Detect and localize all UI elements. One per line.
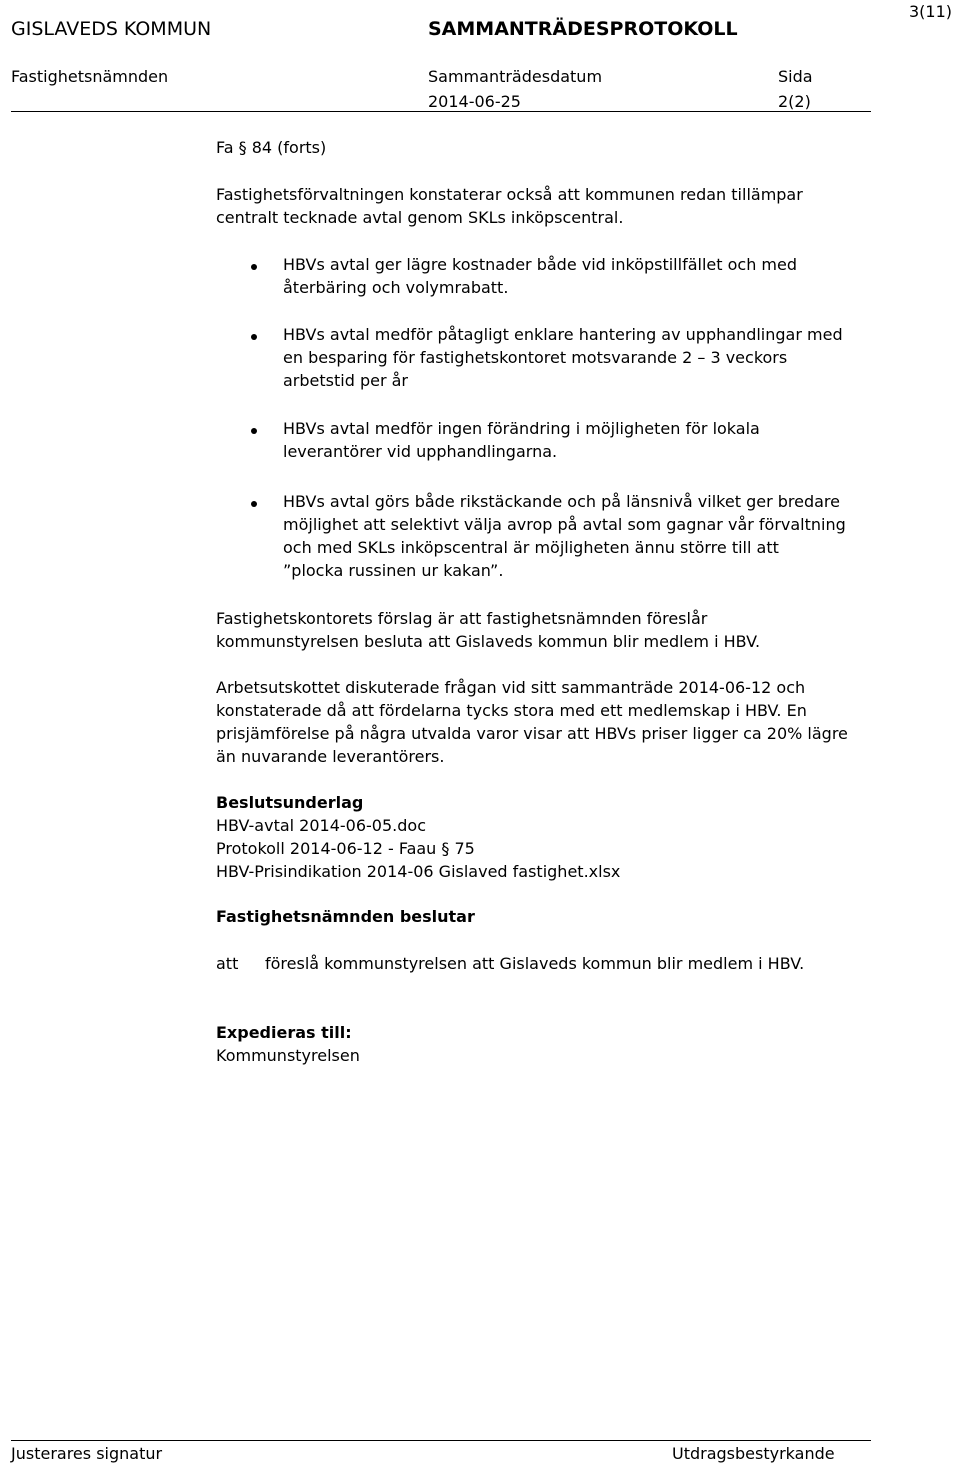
basis-list [216,814,620,883]
decision-heading: Fastighetsnämnden beslutar [216,907,475,926]
meeting-date: 2014-06-25 [428,92,521,111]
organization-name: GISLAVEDS KOMMUN [11,18,212,40]
basis-item: HBV-avtal 2014-06-05.doc [216,816,426,835]
intro-paragraph [216,183,803,229]
page-count: 3(11) [908,2,952,21]
proposal-paragraph [216,607,760,653]
text-line: än nuvarande leverantörers. [216,747,445,766]
document-title: SAMMANTRÄDESPROTOKOLL [428,18,738,40]
bullet-item: HBVs avtal ger lägre kostnader både vid inköpstillfället och med återbäring och volymrabatt. [283,255,797,297]
basis-item: HBV-Prisindikation 2014-06 Gislaved fastighet.xlsx [216,862,621,881]
signature-label: Justerares signatur [11,1444,163,1463]
text-line: prisjämförelse på några utvalda varor visar att HBVs priser ligger ca 20% lägre [216,724,848,743]
text-line: Arbetsutskottet diskuterade frågan vid sitt sammanträde 2014-06-12 och [216,678,806,697]
certification-label: Utdragsbestyrkande [672,1444,835,1463]
section-title: Fa § 84 (forts) [216,138,327,157]
dispatch-recipient: Kommunstyrelsen [216,1046,360,1065]
bullet-item: HBVs avtal görs både rikstäckande och på länsnivå vilket ger bredare möjlighet att selektivt välja avrop på avtal som gagnar vår förvaltning och med SKLs inköpscentral är möjligheten ännu större till att ”plocka russinen ur kakan”. [283,492,846,580]
bullet-dot-icon [251,264,257,270]
text-line: kommunstyrelsen besluta att Gislaveds kommun blir medlem i HBV. [216,632,761,651]
basis-heading: Beslutsunderlag [216,793,364,812]
text-line: konstaterade då att fördelarna tycks stora med ett medlemskap i HBV. En [216,701,807,720]
page-label: Sida [778,67,813,86]
basis-item: Protokoll 2014-06-12 - Faau § 75 [216,839,475,858]
bullet-item: HBVs avtal medför påtagligt enklare hantering av upphandlingar med en besparing för fastighetskontoret motsvarande 2 – 3 veckors arbetstid per år [283,325,843,390]
bullet-item: HBVs avtal medför ingen förändring i möjligheten för lokala leverantörer vid upphandlingarna. [283,419,760,461]
date-label: Sammanträdesdatum [428,67,603,86]
bullet-dot-icon [251,334,257,340]
committee-name: Fastighetsnämnden [11,67,169,86]
discussion-paragraph [216,676,848,768]
footer-divider [11,1440,871,1441]
decision-text: föreslå kommunstyrelsen att Gislaveds kommun blir medlem i HBV. [265,954,805,973]
bullet-dot-icon [251,428,257,434]
dispatch-heading: Expedieras till: [216,1023,352,1042]
decision-prefix: att [216,954,239,973]
text-line: Fastighetsförvaltningen konstaterar också att kommunen redan tillämpar [216,185,803,204]
text-line: Fastighetskontorets förslag är att fastighetsnämnden föreslår [216,609,708,628]
bullet-dot-icon [251,501,257,507]
text-line: centralt tecknade avtal genom SKLs inköpscentral. [216,208,624,227]
header-divider [11,111,871,112]
page-number: 2(2) [778,92,811,111]
